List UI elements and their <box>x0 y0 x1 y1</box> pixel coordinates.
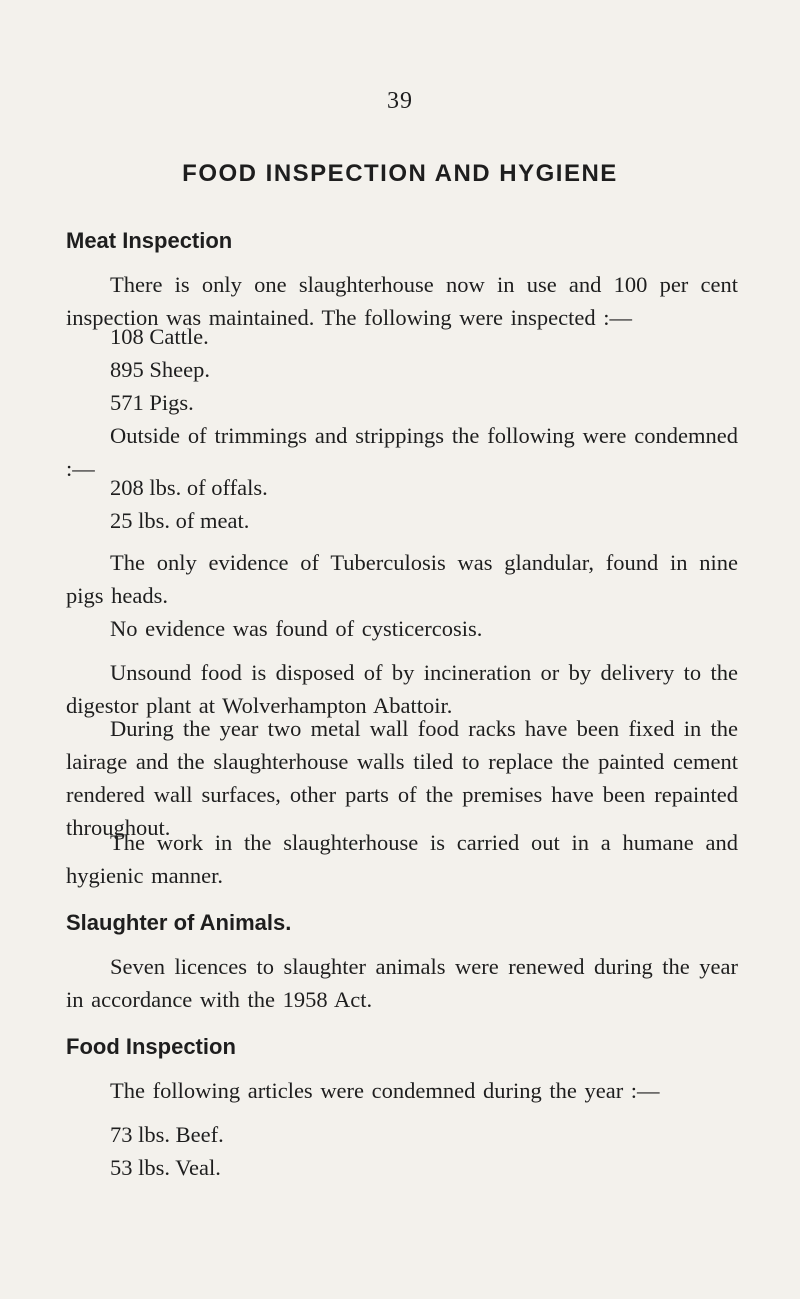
improvements-text: During the year two metal wall food racks have been fixed in the lairage and the slaughterhouse walls tiled to replace the painted cement rendered wall surfaces, other parts of the premises have been repainted throughout. <box>66 716 738 840</box>
food-inspection-heading: Food Inspection <box>66 1034 236 1059</box>
list-item: 108 Cattle. <box>110 324 209 349</box>
food-inspection-intro-text: The following articles were condemned during the year :— <box>110 1078 660 1103</box>
meat-inspection-intro-text: There is only one slaughterhouse now in use and 100 per cent inspection was maintained. The following were inspected :— <box>66 272 738 330</box>
humane-paragraph <box>66 826 738 892</box>
slaughter-paragraph <box>66 950 738 1016</box>
food-condemned-list <box>110 1118 224 1184</box>
slaughter-heading: Slaughter of Animals. <box>66 910 292 935</box>
meat-inspection-heading: Meat Inspection <box>66 228 233 253</box>
slaughter-text: Seven licences to slaughter animals were renewed during the year in accordance with the 1958 Act. <box>66 954 738 1012</box>
food-inspection-intro <box>66 1074 738 1107</box>
humane-text: The work in the slaughterhouse is carried out in a humane and hygienic manner. <box>66 830 738 888</box>
inspected-list <box>110 320 210 419</box>
page-number: 39 <box>387 88 413 114</box>
condemned-list <box>110 471 268 537</box>
tuberculosis-paragraph <box>66 546 738 612</box>
list-item: 571 Pigs. <box>110 390 194 415</box>
tuberculosis-text: The only evidence of Tuberculosis was glandular, found in nine pigs heads. <box>66 550 738 608</box>
page-title: FOOD INSPECTION AND HYGIENE <box>182 160 618 187</box>
improvements-paragraph <box>66 712 738 844</box>
list-item: 895 Sheep. <box>110 357 210 382</box>
list-item: 25 lbs. of meat. <box>110 508 250 533</box>
unsound-food-text: Unsound food is disposed of by incineration or by delivery to the digestor plant at Wolverhampton Abattoir. <box>66 660 738 718</box>
cysticercosis-text: No evidence was found of cysticercosis. <box>110 616 483 641</box>
list-item: 73 lbs. Beef. <box>110 1122 224 1147</box>
cysticercosis-paragraph <box>66 612 738 645</box>
condemned-intro-text: Outside of trimmings and strippings the following were condemned :— <box>66 423 738 481</box>
list-item: 53 lbs. Veal. <box>110 1155 221 1180</box>
list-item: 208 lbs. of offals. <box>110 475 268 500</box>
